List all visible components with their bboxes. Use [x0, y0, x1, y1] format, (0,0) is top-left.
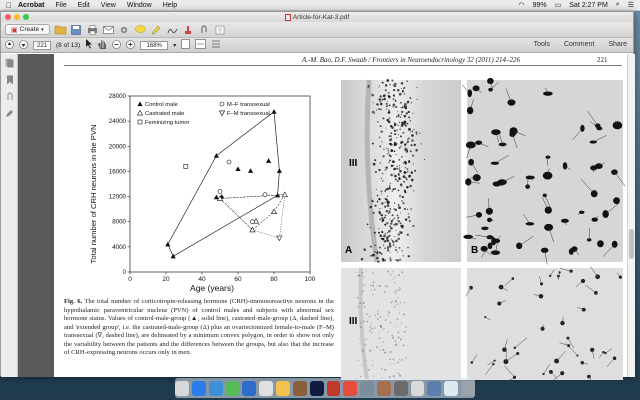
- page-count: (8 of 13): [56, 41, 81, 49]
- y-axis-label: Total number of CRH neurons in the PVN: [89, 124, 98, 264]
- legend-label: Feminizing tumor: [145, 120, 190, 127]
- pdf-file-icon: [285, 14, 291, 21]
- legend-label: Castrated male: [145, 111, 185, 118]
- minimize-window-button[interactable]: [14, 14, 20, 20]
- data-point: [250, 220, 254, 224]
- arrow-up-circle-icon[interactable]: [5, 40, 14, 51]
- battery-percent[interactable]: 99%: [532, 1, 547, 9]
- dock-app-icon[interactable]: [394, 381, 408, 396]
- data-point: [271, 109, 276, 114]
- apple-logo-icon[interactable]: [0, 1, 18, 10]
- attach-icon[interactable]: [199, 24, 210, 35]
- dock: [175, 378, 475, 398]
- acrobat-window: [0, 11, 634, 376]
- micrograph-panel-c: [341, 268, 461, 380]
- print-icon[interactable]: [87, 24, 98, 35]
- panel-label-a: A: [345, 245, 353, 256]
- dock-app-icon[interactable]: [192, 381, 206, 396]
- menu-help[interactable]: Help: [162, 1, 178, 9]
- highlighter-icon[interactable]: [151, 24, 162, 35]
- y-tick-label: 16000: [108, 168, 126, 176]
- dock-app-icon[interactable]: [175, 381, 189, 396]
- micrograph-panel-d: [467, 268, 623, 380]
- hand-icon[interactable]: [98, 39, 107, 51]
- chart-legend: [137, 101, 269, 126]
- envelope-icon[interactable]: [103, 24, 114, 35]
- page-number-input[interactable]: 221: [33, 41, 51, 50]
- y-tick-label: 0: [122, 269, 126, 276]
- menu-file[interactable]: File: [55, 1, 67, 9]
- dock-app-icon[interactable]: [360, 381, 374, 396]
- control-male-polygon: [168, 112, 280, 257]
- read-mode-icon[interactable]: [211, 39, 221, 51]
- document-title-text: Article-for-Kat-3.pdf: [292, 13, 350, 21]
- y-tick-label: 4000: [112, 243, 126, 251]
- document-title: [285, 14, 349, 21]
- dock-app-icon[interactable]: [377, 381, 391, 396]
- figure-caption: [64, 298, 334, 358]
- zoom-out-icon[interactable]: [112, 40, 121, 51]
- select-cursor-icon[interactable]: [85, 39, 93, 51]
- caption-text: The total number of corticotropin-releasing hormone (CRH)-immunoreactive neurons in the hypothalamic paraventricular nucleus (PVN) of control males and subjects with abnormal sex hormone status. Values of control-male-group (▲, solid line), castrated-male-group (Δ, dashed line), and 'extended group', i.e. the castrated-male-group (Δ) plus an ovariectomized female-to-male (F–M) transsexual (∇, dashed line), are delineated by a minimum convex polygon, in order to show not only the variability between the patients and the differences between the groups, but also that the increase of CRH-expressing neurons occurs only in men.: [64, 298, 334, 356]
- page-number-label: 221: [597, 56, 608, 64]
- attachments-paperclip-icon[interactable]: [1, 88, 18, 105]
- sign-icon[interactable]: [167, 24, 178, 35]
- legend-marker: [137, 101, 142, 106]
- x-tick-label: 60: [234, 276, 242, 283]
- legend-marker: [220, 102, 224, 106]
- menubar: [0, 0, 640, 11]
- third-ventricle-label-c: III: [349, 316, 358, 327]
- data-point: [184, 164, 188, 168]
- arrow-down-circle-icon[interactable]: [19, 40, 28, 51]
- x-tick-label: 40: [198, 276, 206, 283]
- page-thumbnails-icon[interactable]: [1, 54, 18, 71]
- dock-app-icon[interactable]: [276, 381, 290, 396]
- main-toolbar: [1, 22, 633, 38]
- x-tick-label: 100: [304, 276, 316, 283]
- micrograph-panel-b: [467, 80, 623, 262]
- y-tick-label: 20000: [108, 143, 126, 151]
- micrograph-panel-a: [341, 80, 461, 262]
- data-point: [218, 190, 222, 194]
- data-point: [277, 236, 282, 241]
- x-axis-label: Age (years): [190, 283, 234, 293]
- signatures-pen-icon[interactable]: [1, 105, 18, 122]
- data-point: [277, 168, 282, 173]
- data-point: [263, 193, 267, 197]
- zoom-dropdown-chevron-icon[interactable]: ▾: [173, 42, 177, 49]
- dock-app-icon[interactable]: [411, 381, 425, 396]
- zoom-in-icon[interactable]: [126, 40, 135, 51]
- y-tick-label: 12000: [108, 193, 126, 201]
- create-button[interactable]: [5, 24, 50, 35]
- panel-label-b: B: [471, 245, 479, 256]
- y-tick-label: 8000: [112, 218, 126, 226]
- navigation-toolbar: [1, 38, 633, 53]
- vertical-scrollbar[interactable]: [627, 54, 635, 377]
- data-point: [282, 192, 287, 197]
- legend-label: Control male: [145, 102, 178, 109]
- legend-label: F–M transsexual: [227, 111, 270, 118]
- data-point: [171, 254, 176, 259]
- microscopy-figure: [341, 80, 623, 380]
- window-titlebar: [1, 12, 633, 22]
- zoom-level-input[interactable]: 168%: [140, 41, 168, 50]
- speech-bubble-icon[interactable]: [135, 24, 146, 35]
- journal-reference: A.-M. Bao, D.F. Swaab / Frontiers in Neuroendocrinology 32 (2011) 214–226: [302, 56, 520, 64]
- data-point: [235, 166, 240, 171]
- wifi-icon[interactable]: ◠: [518, 2, 525, 9]
- fit-page-icon[interactable]: [181, 39, 190, 51]
- save-icon[interactable]: [71, 24, 82, 35]
- dock-app-icon[interactable]: [242, 381, 256, 396]
- menu-edit[interactable]: Edit: [77, 1, 90, 9]
- menu-view[interactable]: View: [100, 1, 116, 9]
- crh-neurons-scatter-chart: [84, 74, 314, 294]
- dock-app-icon[interactable]: [310, 381, 324, 396]
- window-controls: [5, 14, 29, 20]
- chevron-down-icon: ▾: [41, 26, 44, 33]
- share-button[interactable]: Share: [608, 41, 627, 48]
- data-point: [266, 158, 271, 163]
- dock-app-icon[interactable]: [293, 381, 307, 396]
- x-tick-label: 0: [128, 276, 132, 283]
- header-rule: [64, 65, 622, 66]
- dock-app-icon[interactable]: [461, 381, 475, 396]
- pdf-page[interactable]: [54, 54, 627, 377]
- open-folder-icon[interactable]: [55, 24, 66, 35]
- menu-window[interactable]: Window: [126, 1, 152, 9]
- close-window-button[interactable]: [5, 14, 11, 20]
- document-workarea: [1, 54, 635, 377]
- right-panel-buttons: [534, 41, 627, 48]
- x-tick-label: 80: [270, 276, 278, 283]
- dock-app-icon[interactable]: [209, 381, 223, 396]
- data-point: [165, 242, 170, 247]
- third-ventricle-label-a: III: [349, 158, 358, 169]
- menu-app-name[interactable]: Acrobat: [18, 1, 45, 9]
- y-tick-label: 24000: [108, 118, 126, 126]
- data-point: [271, 209, 276, 214]
- chart-polygons: [168, 112, 285, 257]
- bookmarks-icon[interactable]: [1, 71, 18, 88]
- navigation-pane: [1, 54, 18, 377]
- settings-gear-icon[interactable]: [119, 24, 130, 35]
- dock-app-icon[interactable]: [226, 381, 240, 396]
- scrollbar-thumb[interactable]: [629, 229, 634, 259]
- legend-marker: [219, 111, 224, 116]
- legend-marker: [138, 120, 142, 124]
- dock-app-icon[interactable]: [259, 381, 273, 396]
- zoom-window-button[interactable]: [23, 14, 29, 20]
- notification-center-icon[interactable]: ☰: [627, 2, 634, 9]
- legend-marker: [137, 110, 142, 115]
- edit-text-icon[interactable]: [215, 24, 226, 35]
- comment-button[interactable]: Comment: [563, 41, 595, 48]
- create-icon: ▣: [11, 26, 18, 34]
- clock[interactable]: Sat 2:27 PM: [569, 1, 608, 9]
- create-label: Create: [19, 26, 40, 33]
- data-point: [227, 160, 231, 164]
- data-point: [248, 168, 253, 173]
- data-point: [214, 153, 219, 158]
- legend-label: M–F transsexual: [227, 102, 270, 109]
- fit-width-icon[interactable]: [195, 39, 206, 51]
- caption-lead: Fig. 6.: [64, 298, 83, 305]
- dock-app-icon[interactable]: [327, 381, 341, 396]
- x-tick-label: 20: [162, 276, 170, 283]
- dock-app-icon[interactable]: [343, 381, 357, 396]
- menubar-status-area: [519, 1, 640, 9]
- battery-icon[interactable]: ▭: [554, 2, 562, 9]
- dock-app-icon[interactable]: [444, 381, 458, 396]
- chart-markers: [165, 109, 287, 258]
- y-tick-label: 28000: [108, 93, 126, 100]
- dock-app-icon[interactable]: [427, 381, 441, 396]
- search-icon[interactable]: ⌕: [615, 1, 620, 8]
- stamp-icon[interactable]: [183, 24, 194, 35]
- tools-button[interactable]: Tools: [533, 41, 550, 48]
